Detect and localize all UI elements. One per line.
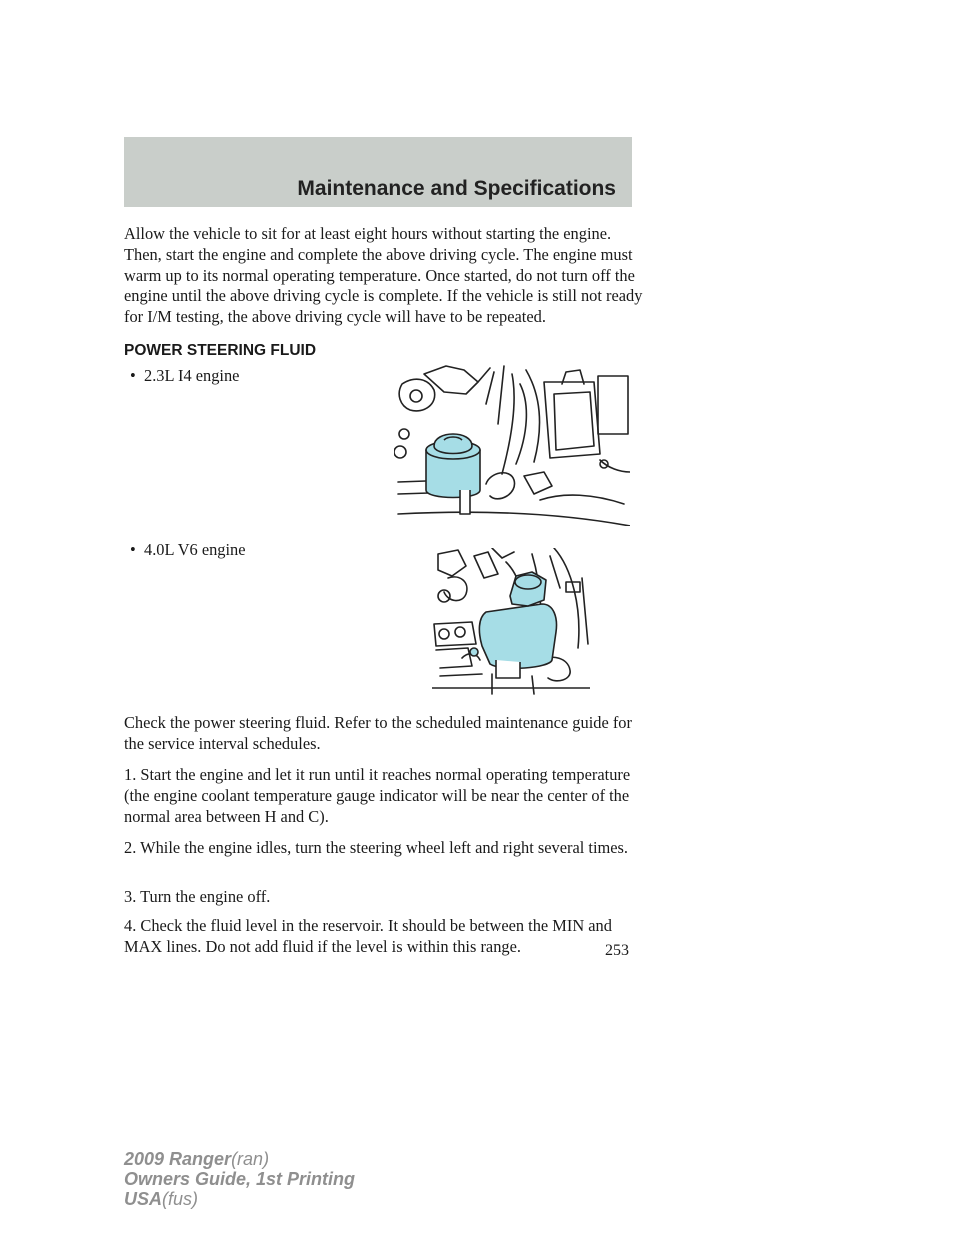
- bullet-dot: •: [130, 366, 136, 385]
- step-4: 4. Check the fluid level in the reservoir. It should be between the MIN and MAX lines. Do not add fluid if the level is within this range.: [124, 916, 612, 956]
- section-heading: POWER STEERING FLUID: [124, 342, 317, 359]
- bullet-label: 4.0L V6 engine: [144, 540, 246, 559]
- bullet-item-2-3l: [130, 366, 239, 386]
- step-3: 3. Turn the engine off.: [124, 887, 271, 906]
- bullet-label: 2.3L I4 engine: [144, 366, 240, 385]
- page-number: 253: [605, 942, 629, 959]
- footer-market: USA: [124, 1189, 163, 1209]
- header-band: [124, 137, 632, 207]
- engine-4-0l-illustration: [432, 548, 590, 698]
- step-2: 2. While the engine idles, turn the steering wheel left and right several times.: [124, 838, 629, 857]
- page-title: Maintenance and Specifications: [297, 177, 616, 200]
- body-paragraph-check: Check the power steering fluid. Refer to the scheduled maintenance guide for the service interval schedules.: [124, 713, 632, 753]
- intro-paragraph: Allow the vehicle to sit for at least eight hours without starting the engine. Then, start the engine and complete the above driving cycle. The engine must warm up to its normal operating temperature. Once started, do not turn off the engine until the above driving cycle is complete. If the vehicle is still not ready for I/M testing, the above driving cycle will have to be repeated.: [124, 224, 643, 327]
- footer-model-code: (ran): [231, 1149, 270, 1169]
- bullet-dot: •: [130, 540, 136, 559]
- footer-market-code: (fus): [162, 1189, 199, 1209]
- engine-2-3l-illustration: [394, 364, 630, 526]
- footer-line-3: [124, 1189, 355, 1209]
- footer-model: 2009 Ranger: [124, 1149, 232, 1169]
- bullet-item-4-0l: [130, 540, 246, 560]
- footer-line-2: Owners Guide, 1st Printing: [124, 1169, 356, 1189]
- step-1: 1. Start the engine and let it run until it reaches normal operating temperature (the engine coolant temperature gauge indicator will be near the center of the normal area between H and C).: [124, 765, 631, 826]
- footer-imprint: [124, 1149, 355, 1209]
- footer-line-1: [124, 1149, 355, 1169]
